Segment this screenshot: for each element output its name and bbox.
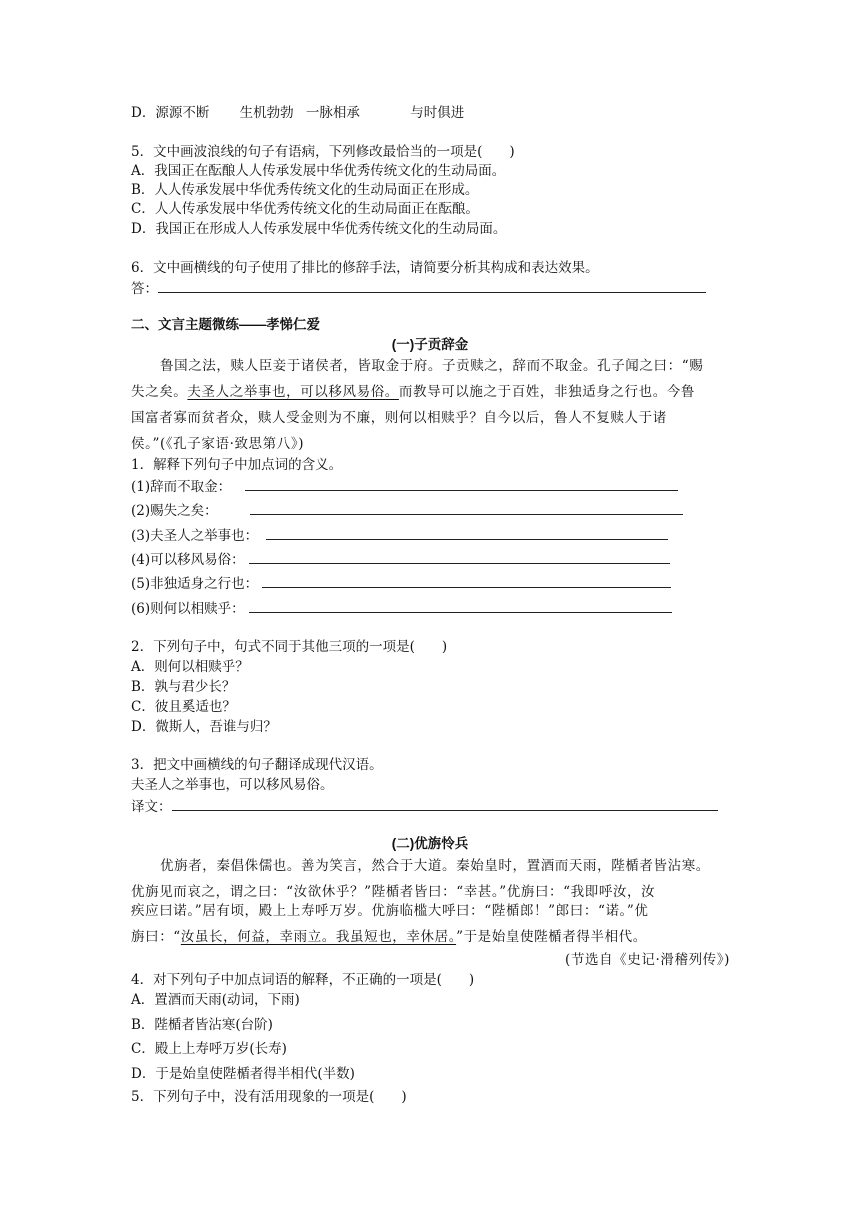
q4-stem: 4．对下列句子中加点词语的解释，不正确的一项是( ) [131,972,475,988]
q5-option-a: A．我国正在酝酿人人传承发展中华优秀传统文化的生动局面。 [131,163,506,179]
passage2-text: ”于是始皇使陛楯者得半相代。 [456,929,647,945]
q4-option-d: D．于是始皇使陛楯者得半相代(半数) [131,1066,355,1082]
option-d-word-4: 与时俱进 [410,105,465,121]
q3-sentence: 夫圣人之举事也，可以移风易俗。 [131,777,334,793]
p2-q5-stem: 5．下列句子中，没有活用现象的一项是( ) [131,1089,407,1105]
q3-stem: 3．把文中画横线的句子翻译成现代汉语。 [131,757,383,773]
underlined-sentence: 夫圣人之举事也，可以移风易俗。 [187,384,399,400]
passage2-title: (二)优旃怜兵 [391,836,469,851]
passage2-line-4 [131,928,647,946]
passage2-line-3: 疾应曰诺。”居有顷，殿上上寿呼万岁。优旃临槛大呼曰：“陛楯郎！”郎曰：“诺。”优 [131,903,649,919]
q1-item-label: (6)则何以相赎乎： [131,601,245,617]
section-heading: 二、文言主题微练——孝悌仁爱 [131,317,320,332]
q2-option-c: C．彼且奚适也？ [131,699,236,715]
q3-translation-line[interactable] [131,796,718,816]
passage1-text: 失之矣。 [131,384,188,400]
passage1-line-2 [131,383,695,401]
passage1-line-4: 侯。”(《孔子家语·致思第八》) [131,436,305,452]
passage2-source: (节选自《史记·滑稽列传》) [565,952,730,968]
option-d-word-1: D．源源不断 [131,105,210,121]
q1-item-label: (2)赐失之矣： [131,503,218,519]
q5-option-c: C．人人传承发展中华优秀传统文化的生动局面正在酝酿。 [131,201,479,217]
passage1-line-3: 国富者寡而贫者众，赎人受金则为不廉，则何以相赎乎？自今以后，鲁人不复赎人于诸 [131,410,667,426]
q1-stem: 1．解释下列句子中加点词的含义。 [131,457,343,473]
q2-option-d: D．微斯人，吾谁与归？ [131,719,277,735]
q6-answer-line[interactable] [131,278,706,298]
q4-option-b: B．陛楯者皆沾寒(台阶) [131,1017,273,1033]
q4-option-a: A．置酒而天雨(动词，下雨) [131,992,300,1008]
q1-item-label: (3)夫圣人之举事也： [131,528,259,544]
q1-item-5[interactable] [131,573,671,593]
passage2-line-1: 优旃者，秦倡侏儒也。善为笑言，然合于大道。秦始皇时，置酒而天雨，陛楯者皆沾寒。 [160,858,710,874]
answer-blank[interactable] [245,476,678,491]
q1-item-label: (4)可以移风易俗： [131,552,245,568]
answer-blank[interactable] [158,278,706,293]
answer-blank[interactable] [262,573,671,588]
answer-blank[interactable] [249,598,672,613]
q5-stem: 5．文中画波浪线的句子有语病，下列修改最恰当的一项是( ) [131,144,515,160]
passage2-line-2: 优旃见而哀之，谓之曰：“汝欲休乎？”陛楯者皆曰：“幸甚。”优旃曰：“我即呼汝，汝 [131,884,656,900]
passage1-line-1: 鲁国之法，赎人臣妾于诸侯者，皆取金于府。子贡赎之，辞而不取金。孔子闻之曰：“赐 [160,358,704,374]
q1-item-3[interactable] [131,525,668,545]
passage1-title: (一)子贡辞金 [391,337,469,352]
q4-option-c: C．殿上上寿呼万岁(长寿) [131,1041,287,1057]
passage1-text: 而教导可以施之于百姓，非独适身之行也。今鲁 [398,384,696,400]
underlined-sentence: 汝虽长，何益，幸雨立。我虽短也，幸休居。 [180,929,457,945]
q1-item-6[interactable] [131,598,672,618]
answer-blank[interactable] [250,500,683,515]
q4-option-d [131,104,464,122]
option-d-word-2: 生机勃勃 [239,105,294,121]
option-d-word-3: 一脉相承 [305,105,360,121]
q1-item-1[interactable] [131,476,678,496]
q2-stem: 2．下列句子中，句式不同于其他三项的一项是( ) [131,639,448,655]
q1-item-label: (5)非独适身之行也： [131,576,259,592]
translation-blank[interactable] [172,796,718,811]
q5-option-b: B．人人传承发展中华优秀传统文化的生动局面正在形成。 [131,182,479,198]
q1-item-4[interactable] [131,549,670,569]
passage2-text: 旃曰：“ [131,929,181,945]
q1-item-label: (1)辞而不取金： [131,479,232,495]
q2-option-b: B．孰与君少长？ [131,679,236,695]
answer-blank[interactable] [266,525,668,540]
answer-blank[interactable] [249,549,670,564]
q2-option-a: A．则何以相赎乎？ [131,659,249,675]
translation-label: 译文： [131,799,172,815]
answer-label: 答： [131,281,158,297]
q5-option-d: D．我国正在形成人人传承发展中华优秀传统文化的生动局面。 [131,221,507,237]
q6-stem: 6．文中画横线的句子使用了排比的修辞手法，请简要分析其构成和表达效果。 [131,260,599,276]
q1-item-2[interactable] [131,500,683,520]
